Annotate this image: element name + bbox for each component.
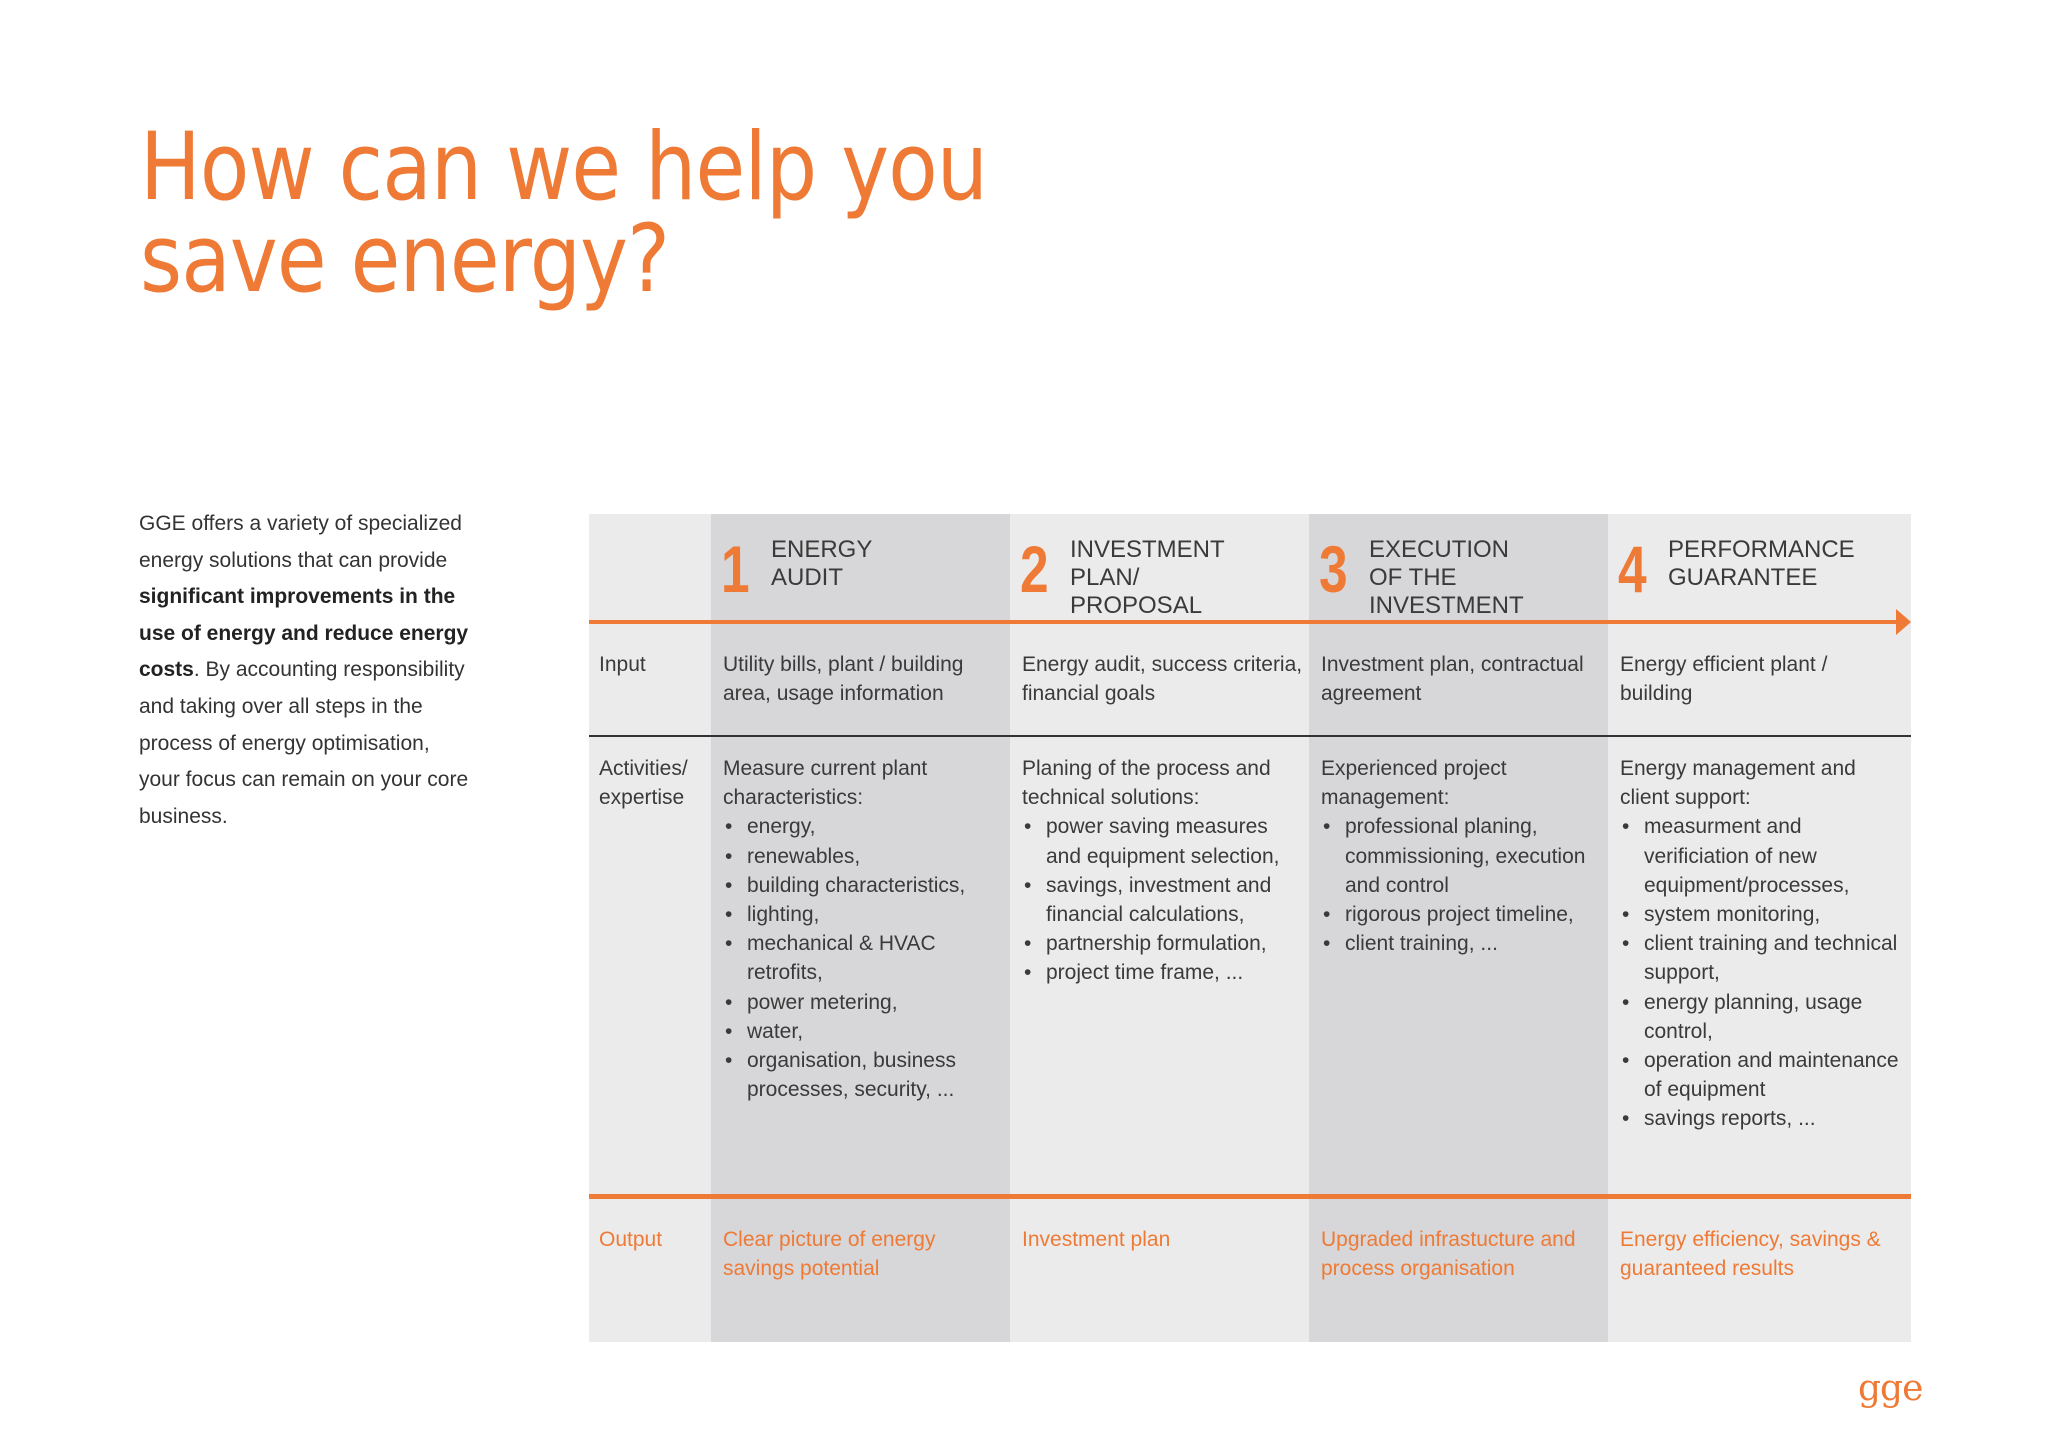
list-item: • rigorous project timeline, <box>1345 900 1606 929</box>
step-title: ENERGY AUDIT <box>771 536 873 591</box>
list-item: • client training, ... <box>1345 929 1606 958</box>
step-1-output: Clear picture of energy savings potential <box>723 1228 936 1281</box>
activity-intro: Experienced project management: <box>1321 757 1507 810</box>
list-item: • measurment and verificiation of new equipment/processes, <box>1644 812 1905 900</box>
intro-text-end: . By accounting responsibility and taking over all steps in the process of energy optimisation, your focus can remain on your core business. <box>139 658 469 828</box>
list-item: • project time frame, ... <box>1046 958 1307 987</box>
list-item: • operation and maintenance of equipment <box>1644 1046 1905 1104</box>
page-title-line-1: How can we help you <box>140 113 988 222</box>
step-2-input: Energy audit, success criteria, financial goals <box>1022 653 1303 706</box>
step-number: 2 <box>1020 532 1049 606</box>
list-item: • partnership formulation, <box>1046 929 1307 958</box>
step-number: 1 <box>721 532 750 606</box>
intro-text-bold: significant improvements in the use of energy and reduce energy costs <box>139 585 469 682</box>
step-number: 4 <box>1618 532 1647 606</box>
activity-list <box>723 812 1008 1104</box>
activity-list <box>1321 812 1606 958</box>
step-4-input: Energy efficient plant / building <box>1620 653 1828 706</box>
list-item: • renewables, <box>747 842 1008 871</box>
list-item: • energy planning, usage control, <box>1644 988 1905 1046</box>
intro-paragraph <box>139 506 469 835</box>
list-item: • water, <box>747 1017 1008 1046</box>
list-item: • savings, investment and financial calculations, <box>1046 871 1307 929</box>
step-3-input: Investment plan, contractual agreement <box>1321 653 1584 706</box>
step-title: PERFORMANCE GUARANTEE <box>1668 536 1855 591</box>
list-item: • power saving measures and equipment selection, <box>1046 812 1307 870</box>
step-3-activities <box>1321 754 1606 958</box>
activity-intro: Planing of the process and technical solutions: <box>1022 757 1271 810</box>
list-item: • lighting, <box>747 900 1008 929</box>
row-label-input: Input <box>599 653 646 676</box>
activity-intro: Energy management and client support: <box>1620 757 1856 810</box>
list-item: • energy, <box>747 812 1008 841</box>
step-1-activities <box>723 754 1008 1104</box>
activity-intro: Measure current plant characteristics: <box>723 757 928 810</box>
list-item: • organisation, business processes, security, ... <box>747 1046 1008 1104</box>
list-item: • savings reports, ... <box>1644 1104 1905 1133</box>
list-item: • power metering, <box>747 988 1008 1017</box>
step-title: EXECUTION OF THE INVESTMENT <box>1369 536 1524 619</box>
page-title-line-2: save energy? <box>140 205 670 314</box>
row-label-activities: Activities/ expertise <box>599 757 688 809</box>
step-number: 3 <box>1319 532 1348 606</box>
step-3-output: Upgraded infrastucture and process organisation <box>1321 1228 1576 1281</box>
process-table <box>589 514 1911 1342</box>
step-1-input: Utility bills, plant / building area, usage information <box>723 653 964 706</box>
list-item: • mechanical & HVAC retrofits, <box>747 929 1008 987</box>
list-item: • professional planing, commissioning, execution and control <box>1345 812 1606 900</box>
process-arrow-line <box>589 620 1899 624</box>
row-label-output: Output <box>599 1228 663 1251</box>
step-title: INVESTMENT PLAN/ PROPOSAL <box>1070 536 1225 619</box>
list-item: • building characteristics, <box>747 871 1008 900</box>
gge-logo: gge <box>1858 1368 1923 1409</box>
page-title <box>140 113 988 314</box>
row-divider <box>589 735 1911 737</box>
step-2-output: Investment plan <box>1022 1228 1171 1251</box>
step-2-activities <box>1022 754 1307 988</box>
step-4-activities <box>1620 754 1905 1134</box>
list-item: • system monitoring, <box>1644 900 1905 929</box>
step-4-output: Energy efficiency, savings & guaranteed results <box>1620 1228 1881 1281</box>
list-item: • client training and technical support, <box>1644 929 1905 987</box>
intro-text-start: GGE offers a variety of specialized energy solutions that can provide <box>139 512 462 572</box>
activity-list <box>1620 812 1905 1133</box>
arrow-right-icon <box>1896 609 1911 635</box>
activity-list <box>1022 812 1307 987</box>
output-divider <box>589 1194 1911 1199</box>
